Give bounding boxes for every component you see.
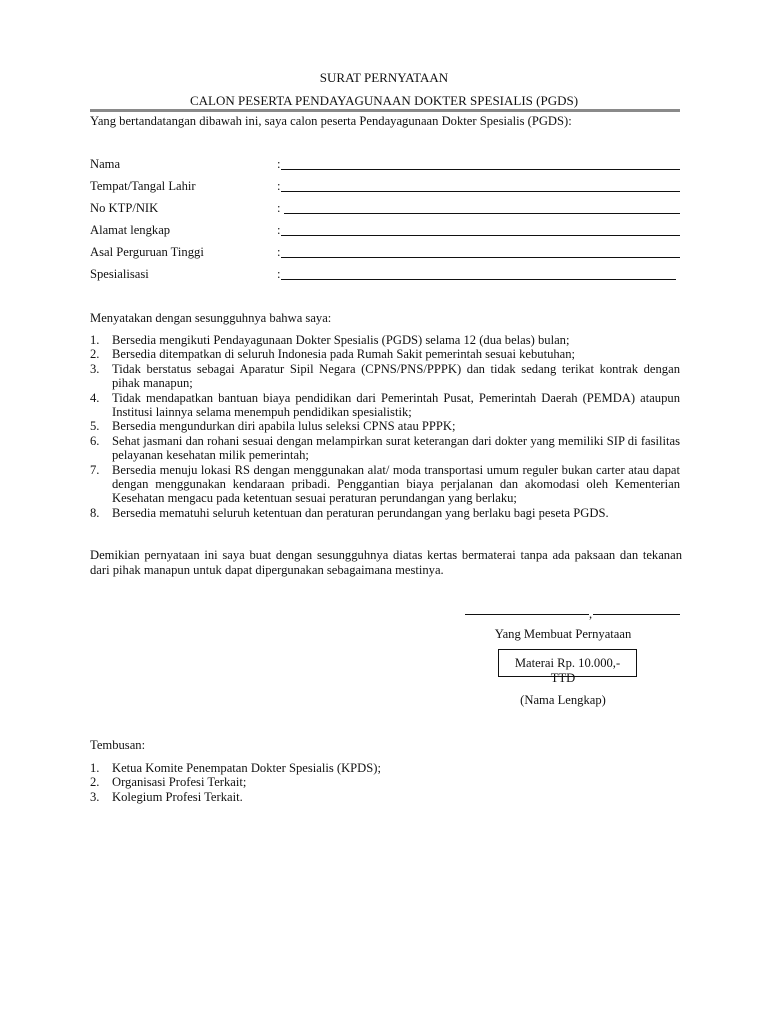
list-text: Tidak mendapatkan bantuan biaya pendidikan dari Pemerintah Pusat, Pemerintah Daerah (PEMDA) ataupun Institusi lainnya selama menempuh pendidikan spesialistik; <box>112 390 680 420</box>
list-item <box>90 761 680 775</box>
document-title: SURAT PERNYATAAN <box>319 70 449 85</box>
cc-list <box>90 761 680 804</box>
list-item <box>90 362 680 391</box>
field-no-ktp-nik <box>90 201 680 219</box>
list-text: Bersedia menuju lokasi RS dengan menggunakan alat/ moda transportasi umum reguler bukan carter atau dapat dengan menggunakan kendaraan pribadi. Penggantian biaya perjalanan dan akomodasi oleh Kementerian Kesehatan mengacu pada ketentuan sesuai peraturan perundangan yang berlaku; <box>112 462 680 506</box>
list-text: Kolegium Profesi Terkait. <box>112 789 243 804</box>
date-input-line[interactable] <box>593 614 680 615</box>
field-label: Asal Perguruan Tinggi <box>90 245 204 259</box>
document-subtitle: CALON PESERTA PENDAYAGUNAAN DOKTER SPESIALIS (PGDS) <box>189 93 579 108</box>
field-label: Alamat lengkap <box>90 223 171 237</box>
list-text: Bersedia mengundurkan diri apabila lulus seleksi CPNS atau PPPK; <box>112 419 456 434</box>
list-number: 3. <box>90 789 100 804</box>
field-colon: : <box>277 267 281 281</box>
place-input-line[interactable] <box>465 614 589 615</box>
list-item <box>90 790 680 804</box>
list-text: Sehat jasmani dan rohani sesuai dengan melampirkan surat keterangan dari dokter yang memiliki SIP di fasilitas pelayanan kesehatan milik pemerintah; <box>112 433 680 463</box>
header-divider <box>90 109 680 112</box>
field-nama <box>90 157 680 175</box>
field-colon: : <box>277 245 281 259</box>
list-text: Ketua Komite Penempatan Dokter Spesialis (KPDS); <box>112 761 381 775</box>
list-item <box>90 506 680 520</box>
list-item <box>90 333 680 347</box>
alamat-lengkap-input-line[interactable] <box>281 235 680 236</box>
place-date-separator: , <box>589 607 593 621</box>
asal-perguruan-tinggi-input-line[interactable] <box>281 257 680 258</box>
list-item <box>90 347 680 361</box>
list-number: 7. <box>90 462 100 477</box>
field-asal-perguruan-tinggi <box>90 245 680 263</box>
list-number: 5. <box>90 419 100 434</box>
spesialisasi-input-line[interactable] <box>281 279 676 280</box>
list-number: 1. <box>90 333 100 347</box>
field-alamat-lengkap <box>90 223 680 241</box>
list-number: 4. <box>90 390 100 405</box>
tempat-tanggal-lahir-input-line[interactable] <box>281 191 680 192</box>
field-label: Tempat/Tangal Lahir <box>90 179 196 193</box>
cc-heading: Tembusan: <box>90 738 146 752</box>
declaration-intro: Menyatakan dengan sesungguhnya bahwa saya: <box>90 311 332 325</box>
list-number: 8. <box>90 505 100 520</box>
field-tempat-tanggal-lahir <box>90 179 680 197</box>
list-text: Organisasi Profesi Terkait; <box>112 775 247 790</box>
list-item <box>90 391 680 420</box>
list-number: 1. <box>90 761 100 775</box>
no-ktp-nik-input-line[interactable] <box>284 213 680 214</box>
field-label: No KTP/NIK <box>90 201 159 215</box>
list-item <box>90 463 680 506</box>
field-colon: : <box>277 201 281 215</box>
list-item <box>90 419 680 433</box>
list-text: Bersedia mengikuti Pendayagunaan Dokter Spesialis (PGDS) selama 12 (dua belas) bulan; <box>112 333 570 347</box>
list-number: 3. <box>90 361 100 376</box>
field-colon: : <box>277 179 281 193</box>
signature-label: TTD <box>550 671 576 685</box>
field-label: Spesialisasi <box>90 267 149 281</box>
closing-paragraph: Demikian pernyataan ini saya buat dengan sesungguhnya diatas kertas bermaterai tanpa ada paksaan dan tekanan dari pihak manapun untuk dapat dipergunakan sebagaimana mestinya. <box>90 548 682 577</box>
signer-caption: Yang Membuat Pernyataan <box>494 627 632 641</box>
field-colon: : <box>277 157 281 171</box>
nama-input-line[interactable] <box>281 169 680 170</box>
declaration-list <box>90 333 680 520</box>
list-number: 2. <box>90 775 100 790</box>
field-spesialisasi <box>90 267 680 285</box>
list-text: Bersedia ditempatkan di seluruh Indonesia pada Rumah Sakit pemerintah sesuai kebutuhan; <box>112 347 576 362</box>
stamp-duty-box: Materai Rp. 10.000,- <box>498 649 637 677</box>
list-number: 2. <box>90 347 100 362</box>
field-colon: : <box>277 223 281 237</box>
list-text: Bersedia mematuhi seluruh ketentuan dan peraturan perundangan yang berlaku bagi peseta PGDS. <box>112 505 609 520</box>
list-text: Tidak berstatus sebagai Aparatur Sipil Negara (CPNS/PNS/PPPK) dan tidak sedang terikat kontrak dengan pihak manapun; <box>112 361 680 391</box>
full-name-placeholder: (Nama Lengkap) <box>520 693 606 707</box>
list-item <box>90 775 680 789</box>
list-item <box>90 434 680 463</box>
field-label: Nama <box>90 157 121 171</box>
list-number: 6. <box>90 433 100 448</box>
intro-text: Yang bertandatangan dibawah ini, saya calon peserta Pendayagunaan Dokter Spesialis (PGDS): <box>90 114 572 128</box>
